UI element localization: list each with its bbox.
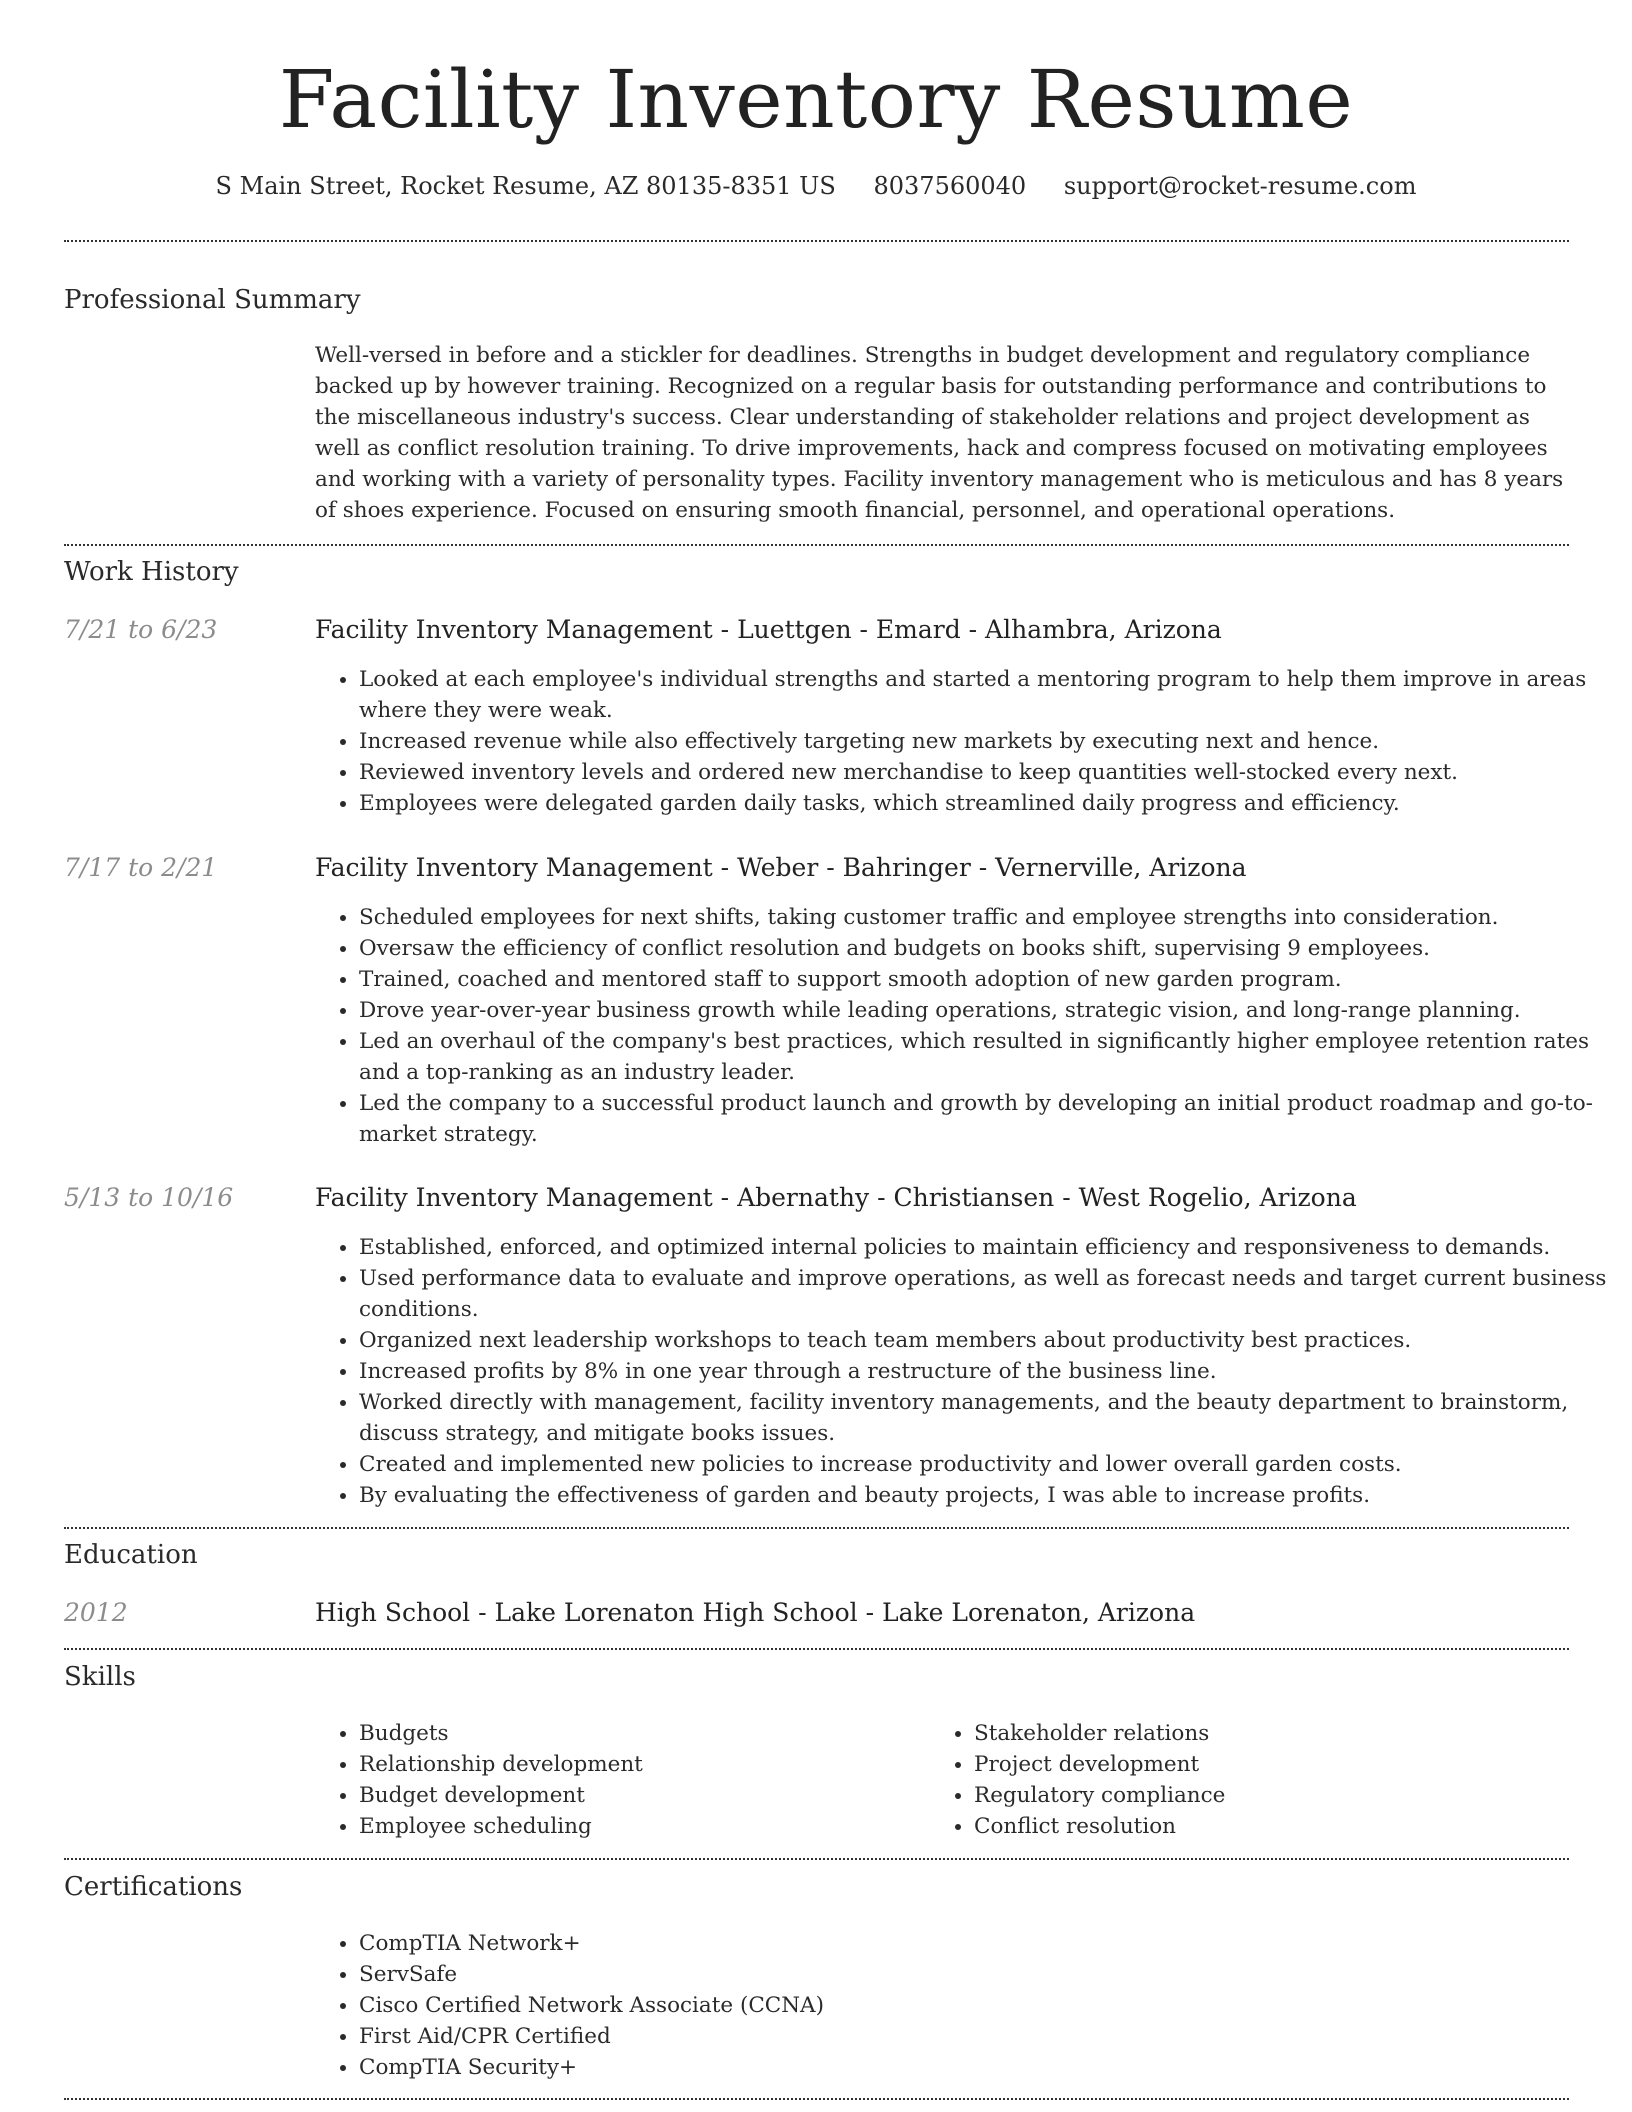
skill-item: • Relationship development <box>359 1749 919 1780</box>
section-divider <box>64 1858 1569 1860</box>
resume-title: Facility Inventory Resume <box>278 53 1354 146</box>
summary-heading: Professional Summary <box>64 285 361 315</box>
job-bullet: • Led the company to a successful product launch and growth by developing an initial product roadmap and go-to-market strategy. <box>359 1088 1614 1150</box>
job-bullet: • Scheduled employees for next shifts, taking customer traffic and employee strengths into consideration. <box>359 902 1614 933</box>
skill-item: • Stakeholder relations <box>974 1718 1534 1749</box>
skill-item: • Conflict resolution <box>974 1811 1534 1842</box>
job-bullet: • Employees were delegated garden daily tasks, which streamlined daily progress and efficiency. <box>359 788 1614 819</box>
job-bullet: • Worked directly with management, facility inventory managements, and the beauty department to brainstorm, discuss strategy, and mitigate books issues. <box>359 1387 1614 1449</box>
education-entry: High School - Lake Lorenaton High School - Lake Lorenaton, Arizona <box>315 1598 1196 1627</box>
job-bullet: • Looked at each employee's individual strengths and started a mentoring program to help them improve in areas where they were weak. <box>359 664 1614 726</box>
skill-item: • Budget development <box>359 1780 919 1811</box>
job-bullet: • By evaluating the effectiveness of garden and beauty projects, I was able to increase profits. <box>359 1480 1614 1511</box>
section-divider <box>64 1527 1569 1529</box>
job-dates: 5/13 to 10/16 <box>64 1183 234 1212</box>
job-bullet: • Organized next leadership workshops to teach team members about productivity best practices. <box>359 1325 1614 1356</box>
job-bullets <box>315 664 1614 819</box>
skill-item: • Regulatory compliance <box>974 1780 1534 1811</box>
job-bullet: • Increased profits by 8% in one year through a restructure of the business line. <box>359 1356 1614 1387</box>
education-year: 2012 <box>64 1598 128 1627</box>
section-divider <box>64 1648 1569 1650</box>
certifications-heading: Certifications <box>64 1872 243 1902</box>
job-bullet: • Trained, coached and mentored staff to support smooth adoption of new garden program. <box>359 964 1614 995</box>
job-bullet: • Drove year-over-year business growth while leading operations, strategic vision, and long-range planning. <box>359 995 1614 1026</box>
skills-list-left <box>315 1718 919 1842</box>
job-dates: 7/21 to 6/23 <box>64 615 218 644</box>
job-bullet: • Led an overhaul of the company's best practices, which resulted in significantly higher employee retention rates and a top-ranking as an industry leader. <box>359 1026 1614 1088</box>
work-history-heading: Work History <box>64 557 239 587</box>
certification-item: • CompTIA Network+ <box>359 1928 1614 1959</box>
contact-email: support@rocket-resume.com <box>1063 172 1417 200</box>
contact-address: S Main Street, Rocket Resume, AZ 80135-8351 US <box>215 172 836 200</box>
certification-item: • Cisco Certified Network Associate (CCNA) <box>359 1990 1614 2021</box>
certifications-list <box>315 1928 1614 2083</box>
section-divider <box>64 544 1569 546</box>
job-bullet: • Established, enforced, and optimized internal policies to maintain efficiency and responsiveness to demands. <box>359 1232 1614 1263</box>
job-title: Facility Inventory Management - Abernathy - Christiansen - West Rogelio, Arizona <box>315 1183 1357 1212</box>
job-bullets <box>315 1232 1614 1511</box>
certification-item: • CompTIA Security+ <box>359 2052 1614 2083</box>
education-heading: Education <box>64 1540 198 1570</box>
certification-item: • ServSafe <box>359 1959 1614 1990</box>
skills-heading: Skills <box>64 1662 136 1692</box>
job-bullet: • Used performance data to evaluate and improve operations, as well as forecast needs and target current business conditions. <box>359 1263 1614 1325</box>
certification-item: • First Aid/CPR Certified <box>359 2021 1614 2052</box>
job-title: Facility Inventory Management - Luettgen - Emard - Alhambra, Arizona <box>315 615 1222 644</box>
job-dates: 7/17 to 2/21 <box>64 853 218 882</box>
skill-item: • Budgets <box>359 1718 919 1749</box>
summary-text: Well-versed in before and a stickler for deadlines. Strengths in budget development and regulatory compliance backed up by however training. Recognized on a regular basis for outstanding performance and contributions to the miscellaneous industry's success. Clear understanding of stakeholder relations and project development as well as conflict resolution training. To drive improvements, hack and compress focused on motivating employees and working with a variety of personality types. Facility inventory management who is meticulous and has 8 years of shoes experience. Focused on ensuring smooth financial, personnel, and operational operations. <box>315 343 1564 523</box>
job-bullet: • Reviewed inventory levels and ordered new merchandise to keep quantities well-stocked every next. <box>359 757 1614 788</box>
job-bullet: • Created and implemented new policies to increase productivity and lower overall garden costs. <box>359 1449 1614 1480</box>
contact-phone: 8037560040 <box>873 172 1027 200</box>
skill-item: • Employee scheduling <box>359 1811 919 1842</box>
section-divider <box>64 2098 1569 2100</box>
job-bullet: • Oversaw the efficiency of conflict resolution and budgets on books shift, supervising 9 employees. <box>359 933 1614 964</box>
section-divider <box>64 240 1569 242</box>
job-title: Facility Inventory Management - Weber - Bahringer - Vernerville, Arizona <box>315 853 1247 882</box>
skill-item: • Project development <box>974 1749 1534 1780</box>
skills-list-right <box>930 1718 1534 1842</box>
job-bullet: • Increased revenue while also effectively targeting new markets by executing next and hence. <box>359 726 1614 757</box>
job-bullets <box>315 902 1614 1150</box>
contact-line <box>0 170 1632 202</box>
